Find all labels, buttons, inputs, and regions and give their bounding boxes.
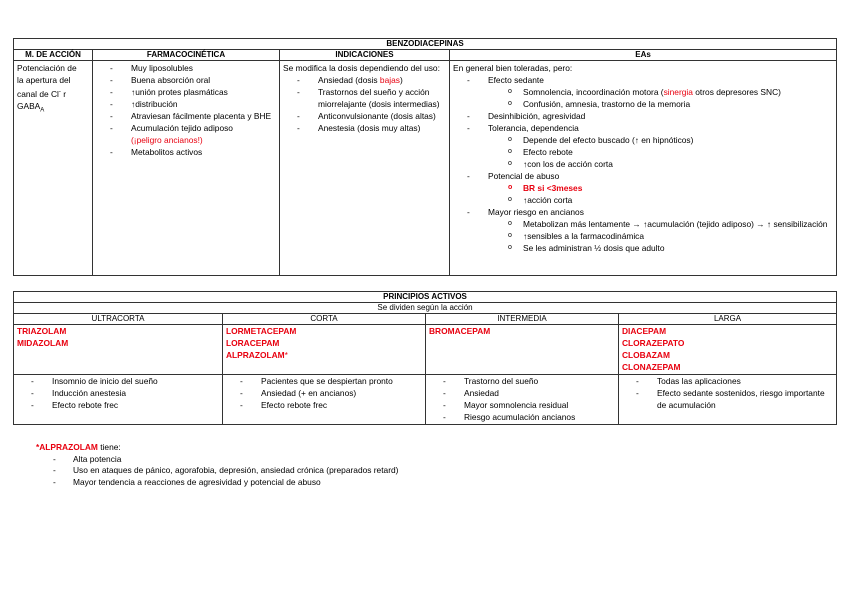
corta-drugs bbox=[223, 325, 426, 375]
eas-cell bbox=[450, 61, 837, 276]
mecanismo-line-4: $GABA_A$ bbox=[17, 100, 45, 114]
ea-subitem-br: o BR si <3meses bbox=[453, 182, 833, 194]
larga-drugs bbox=[619, 325, 837, 375]
ea-item: - Potencial de abuso bbox=[453, 170, 833, 182]
ea-subitem: o Efecto rebote bbox=[453, 146, 833, 158]
drug-name-alprazolam: ALPRAZOLAM* bbox=[226, 350, 288, 360]
ea-item: - Tolerancia, dependencia bbox=[453, 122, 833, 134]
indicaciones-intro: Se modifica la dosis dependiendo del uso: bbox=[283, 63, 440, 73]
ea-subitem: o Se les administran ½ dosis que adulto bbox=[453, 242, 833, 254]
col-ultracorta: ULTRACORTA bbox=[14, 314, 223, 325]
ea-subitem: o ↑con los de acción corta bbox=[453, 158, 833, 170]
benzo-title: BENZODIACEPINAS bbox=[14, 39, 837, 50]
note-heading: *ALPRAZOLAM tiene: bbox=[36, 442, 121, 452]
use-item: - Mayor somnolencia residual bbox=[429, 399, 615, 411]
note-item: - Alta potencia bbox=[36, 454, 398, 466]
ea-subitem: o ↑sensibles a la farmacodinámica bbox=[453, 230, 833, 242]
col-larga: LARGA bbox=[619, 314, 837, 325]
farmaco-item-acumulacion: - Acumulación tejido adiposo (¡peligro ancianos!) bbox=[96, 122, 276, 146]
header-indicaciones: INDICACIONES bbox=[280, 50, 450, 61]
indicaciones-cell bbox=[280, 61, 450, 276]
col-corta: CORTA bbox=[223, 314, 426, 325]
mecanismo-line-3: canal de Cl- r bbox=[17, 88, 67, 99]
drug-name: LORACEPAM bbox=[226, 338, 280, 348]
drug-name: CLONAZEPAM bbox=[622, 362, 681, 372]
intermedia-drugs bbox=[426, 325, 619, 375]
use-item: - Todas las aplicaciones bbox=[622, 375, 833, 387]
use-item: - Efecto sedante sostenidos, riesgo importante de acumulación bbox=[622, 387, 833, 411]
ea-item: - Mayor riesgo en ancianos bbox=[453, 206, 833, 218]
ultracorta-uses bbox=[14, 375, 223, 425]
indicacion-item: - Ansiedad (dosis bajas) bbox=[283, 74, 446, 86]
mecanismo-line-1: Potenciación de bbox=[17, 63, 77, 73]
use-item: - Ansiedad (+ en ancianos) bbox=[226, 387, 422, 399]
drug-name: BROMACEPAM bbox=[429, 326, 491, 336]
indicacion-item: - Trastornos del sueño y acción miorrelajante (dosis intermedias) bbox=[283, 86, 446, 110]
alprazolam-note bbox=[36, 442, 398, 488]
mecanismo-line-2: la apertura del bbox=[17, 75, 71, 85]
ea-subitem: o Metabolizan más lentamente → ↑acumulación (tejido adiposo) → ↑ sensibilización bbox=[453, 218, 833, 230]
farmacocinetica-cell bbox=[93, 61, 280, 276]
intermedia-uses bbox=[426, 375, 619, 425]
ea-item: - Efecto sedante bbox=[453, 74, 833, 86]
note-item: - Uso en ataques de pánico, agorafobia, depresión, ansiedad crónica (preparados retard) bbox=[36, 465, 398, 477]
ea-subitem: o Depende del efecto buscado (↑ en hipnóticos) bbox=[453, 134, 833, 146]
mecanismo-cell bbox=[14, 61, 93, 276]
drug-name: LORMETACEPAM bbox=[226, 326, 297, 336]
farmaco-item: - Buena absorción oral bbox=[96, 74, 276, 86]
use-item: - Efecto rebote frec bbox=[226, 399, 422, 411]
note-item: - Mayor tendencia a reacciones de agresividad y potencial de abuso bbox=[36, 477, 398, 489]
indicacion-item: - Anestesia (dosis muy altas) bbox=[283, 122, 446, 134]
drug-name: MIDAZOLAM bbox=[17, 338, 69, 348]
drug-name: CLOBAZAM bbox=[622, 350, 670, 360]
use-item: - Insomnio de inicio del sueño bbox=[17, 375, 219, 387]
ultracorta-drugs bbox=[14, 325, 223, 375]
use-item: - Efecto rebote frec bbox=[17, 399, 219, 411]
use-item: - Pacientes que se despiertan pronto bbox=[226, 375, 422, 387]
principios-title: PRINCIPIOS ACTIVOS bbox=[14, 292, 837, 303]
principios-activos-table bbox=[13, 291, 837, 425]
peligro-ancianos-warning: (¡peligro ancianos!) bbox=[131, 135, 203, 145]
ea-subitem: o Confusión, amnesia, trastorno de la memoria bbox=[453, 98, 833, 110]
farmaco-item: - Metabolitos activos bbox=[96, 146, 276, 158]
larga-uses bbox=[619, 375, 837, 425]
farmaco-item: - Atraviesan fácilmente placenta y BHE bbox=[96, 110, 276, 122]
ea-item: - Desinhibición, agresividad bbox=[453, 110, 833, 122]
farmaco-item: - ↑unión protes plasmáticas bbox=[96, 86, 276, 98]
col-intermedia: INTERMEDIA bbox=[426, 314, 619, 325]
header-eas: EAs bbox=[450, 50, 837, 61]
farmaco-item: - Muy liposolubles bbox=[96, 62, 276, 74]
use-item: - Riesgo acumulación ancianos bbox=[429, 411, 615, 423]
benzodiacepinas-table bbox=[13, 38, 837, 276]
use-item: - Trastorno del sueño bbox=[429, 375, 615, 387]
corta-uses bbox=[223, 375, 426, 425]
use-item: - Inducción anestesia bbox=[17, 387, 219, 399]
header-mecanismo: M. DE ACCIÓN bbox=[14, 50, 93, 61]
use-item: - Ansiedad bbox=[429, 387, 615, 399]
ea-subitem: o Somnolencia, incoordinación motora (sinergia otros depresores SNC) bbox=[453, 86, 833, 98]
drug-name: DIACEPAM bbox=[622, 326, 667, 336]
drug-name: CLORAZEPATO bbox=[622, 338, 685, 348]
eas-intro: En general bien toleradas, pero: bbox=[453, 63, 573, 73]
farmaco-item: - ↑distribución bbox=[96, 98, 276, 110]
ea-subitem: o ↑acción corta bbox=[453, 194, 833, 206]
drug-name: TRIAZOLAM bbox=[17, 326, 67, 336]
header-farmacocinetica: FARMACOCINÉTICA bbox=[93, 50, 280, 61]
principios-subtitle: Se dividen según la acción bbox=[14, 303, 837, 314]
indicacion-item: - Anticonvulsionante (dosis altas) bbox=[283, 110, 446, 122]
